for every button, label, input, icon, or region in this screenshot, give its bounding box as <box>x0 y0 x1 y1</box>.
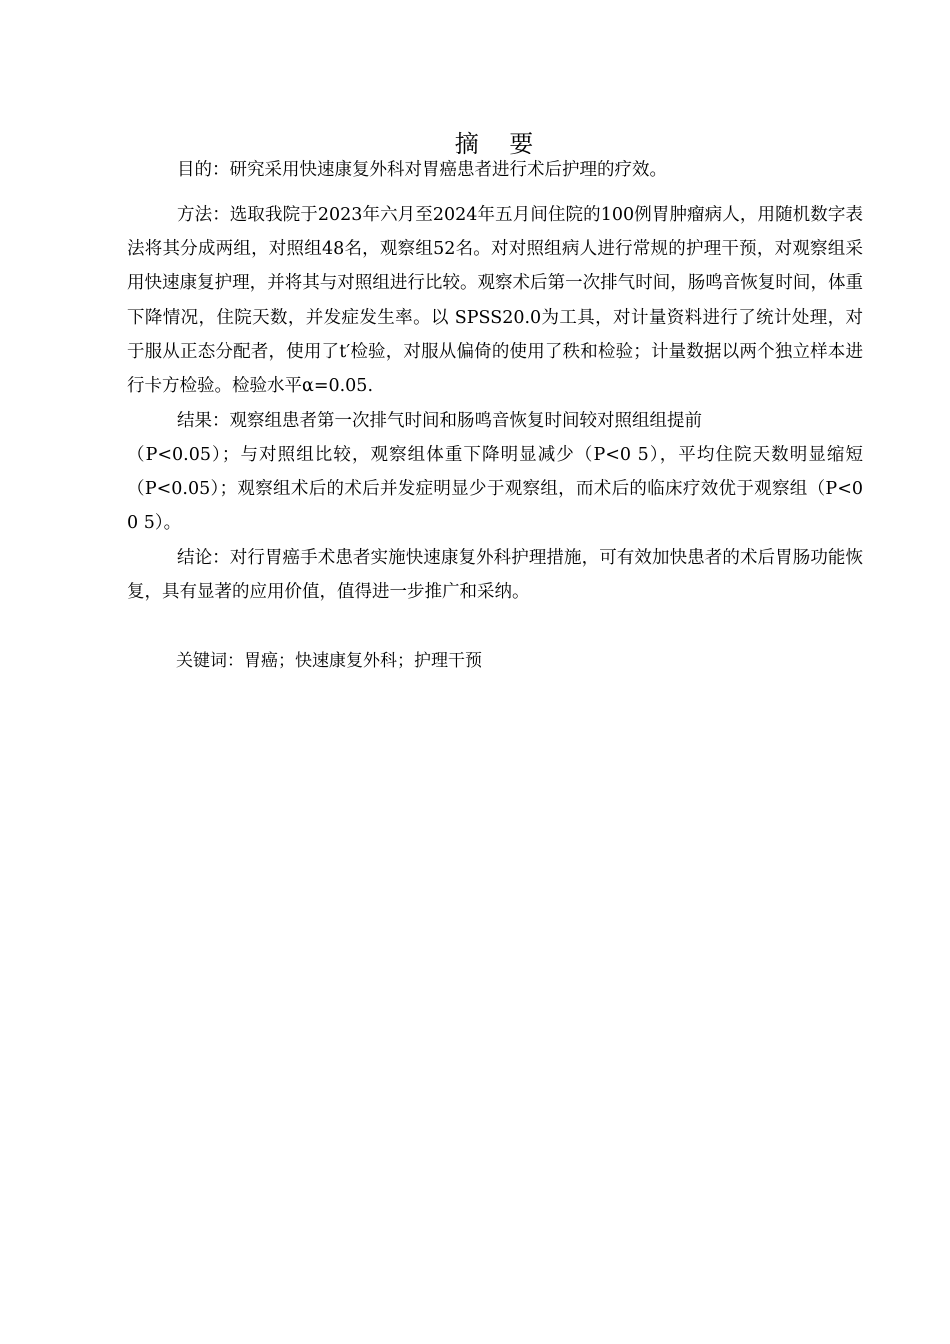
objective-paragraph: 目的：研究采用快速康复外科对胃癌患者进行术后护理的疗效。 <box>177 160 667 180</box>
method-paragraph: 方法：选取我院于2023年六月至2024年五月间住院的100例胃肿瘤病人，用随机数字表法将其分成两组，对照组48名，观察组52名。对对照组病人进行常规的护理干预，对观察组采用快速康复护理，并将其与对照组进行比较。观察术后第一次排气时间，肠鸣音恢复时间，体重下降情况，住院天数，并发症发生率。以 SPSS20.0为工具，对计量资料进行了统计处理，对于服从正态分配者，使用了t′检验，对服从偏倚的使用了秩和检验；计量数据以两个独立样本进行卡方检验。检验水平α=0.05. <box>127 205 863 397</box>
keywords-label: 关键词： <box>176 651 244 671</box>
abstract-title: 摘 要 <box>454 130 534 158</box>
keywords-line <box>176 644 482 678</box>
result-paragraph-line1: 结果：观察组患者第一次排气时间和肠鸣音恢复时间较对照组组提前 <box>177 411 702 431</box>
conclusion-paragraph: 结论：对行胃癌手术患者实施快速康复外科护理措施，可有效加快患者的术后胃肠功能恢复，具有显著的应用价值，值得进一步推广和采纳。 <box>127 548 863 603</box>
result-paragraph-rest: （P<0.05）；与对照组比较，观察组体重下降明显减少（P<0 5），平均住院天数明显缩短（P<0.05）；观察组术后的术后并发症明显少于观察组，而术后的临床疗效优于观察组（P<0 0 5）。 <box>127 445 863 534</box>
keywords-value: 胃癌；快速康复外科；护理干预 <box>244 651 482 671</box>
